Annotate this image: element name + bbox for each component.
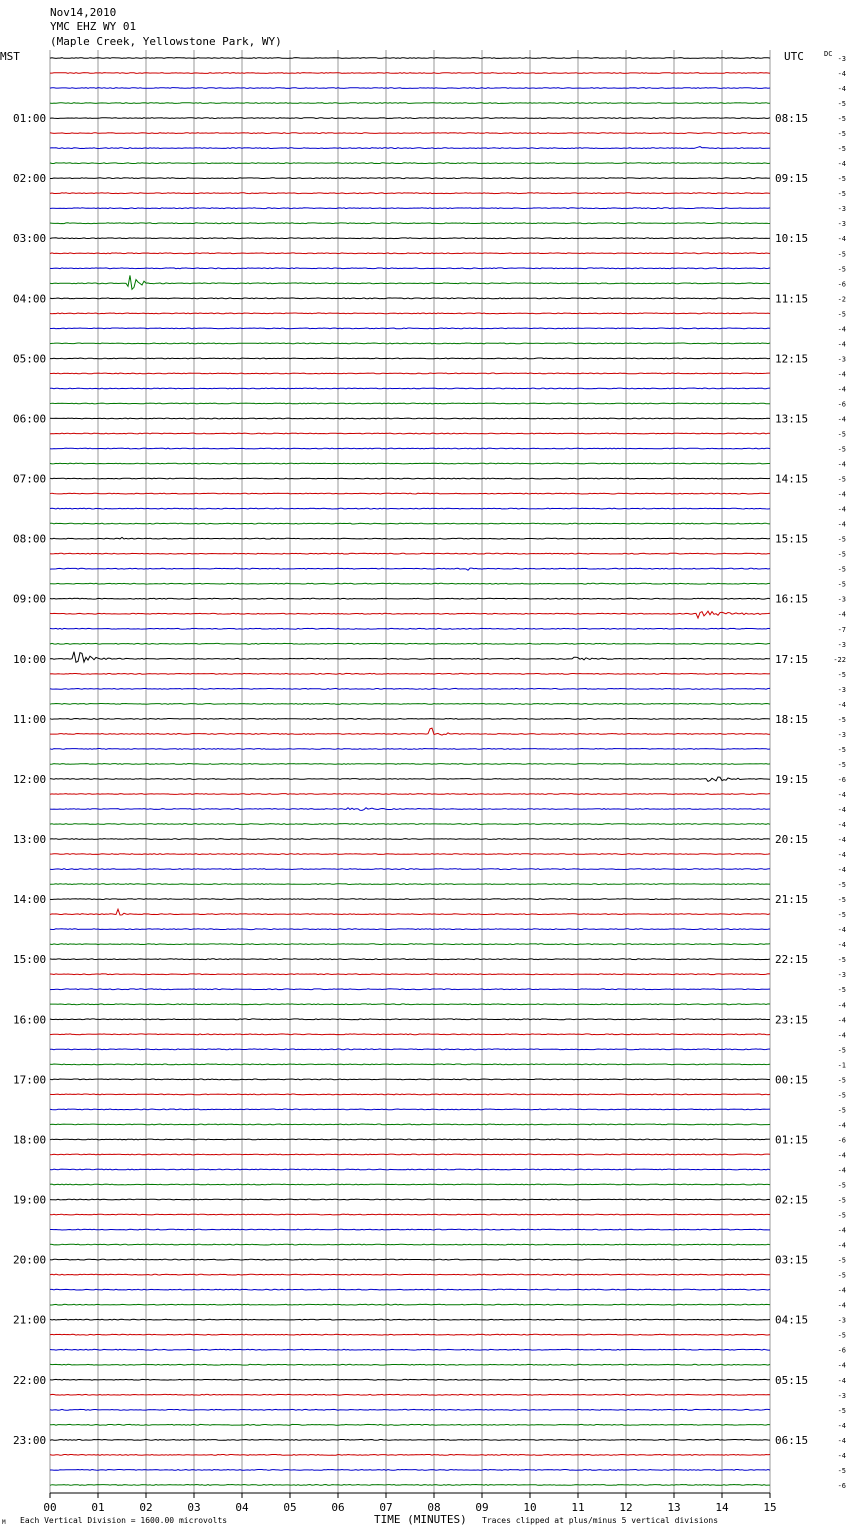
mst-hour-label-11: 12:00 <box>13 772 47 786</box>
x-axis <box>43 1493 776 1514</box>
trace-line-58 <box>50 929 770 930</box>
trace-line-70 <box>50 1109 770 1110</box>
x-tick-label-0: 00 <box>43 1501 57 1514</box>
mst-hour-label-22: 23:00 <box>13 1433 47 1447</box>
utc-hour-label-21: 05:15 <box>775 1373 809 1387</box>
x-tick-label-11: 11 <box>571 1501 585 1514</box>
header-date: Nov14,2010 <box>50 6 117 19</box>
dc-offset-36: -3 <box>837 595 846 604</box>
x-tick-label-1: 01 <box>91 1501 105 1514</box>
trace-line-65 <box>50 1034 770 1035</box>
dc-offset-92: -4 <box>837 1436 846 1445</box>
x-tick-label-6: 06 <box>331 1501 345 1514</box>
x-tick-label-7: 07 <box>379 1501 393 1514</box>
dc-offset-14: -5 <box>837 265 846 274</box>
dc-offset-22: -4 <box>837 385 846 394</box>
dc-offset-40: -22 <box>833 655 846 664</box>
dc-offset-65: -4 <box>837 1031 846 1040</box>
trace-line-41 <box>50 673 770 674</box>
dc-offset-90: -5 <box>837 1406 846 1415</box>
dc-offset-72: -6 <box>837 1136 846 1145</box>
mst-hour-label-16: 17:00 <box>13 1073 47 1087</box>
trace-line-83 <box>50 1304 770 1305</box>
dc-offset-3: -5 <box>837 100 846 109</box>
dc-offset-21: -4 <box>837 370 846 379</box>
trace-line-27 <box>50 463 770 464</box>
trace-line-77 <box>50 1214 770 1215</box>
trace-line-79 <box>50 1244 770 1245</box>
dc-offset-69: -5 <box>837 1091 846 1100</box>
trace-line-67 <box>50 1064 770 1065</box>
trace-line-1 <box>50 73 770 74</box>
dc-offset-95: -6 <box>837 1481 846 1490</box>
trace-line-40 <box>50 652 770 663</box>
dc-offset-24: -4 <box>837 415 846 424</box>
trace-line-48 <box>50 777 770 781</box>
dc-offset-50: -4 <box>837 806 846 814</box>
dc-offset-93: -4 <box>837 1451 846 1460</box>
trace-line-84 <box>50 1319 770 1320</box>
trace-line-66 <box>50 1049 770 1050</box>
dc-offset-8: -5 <box>837 175 846 184</box>
trace-line-22 <box>50 388 770 389</box>
utc-hour-label-19: 03:15 <box>775 1253 809 1267</box>
mst-hour-label-14: 15:00 <box>13 953 47 967</box>
dc-offset-86: -6 <box>837 1346 846 1355</box>
trace-line-59 <box>50 944 770 945</box>
trace-line-47 <box>50 764 770 765</box>
trace-line-93 <box>50 1455 770 1456</box>
trace-line-73 <box>50 1154 770 1155</box>
mst-hour-label-6: 07:00 <box>13 472 47 486</box>
dc-offset-78: -4 <box>837 1226 846 1235</box>
right-timezone-label: UTC <box>784 50 804 63</box>
x-tick-label-4: 04 <box>235 1501 249 1514</box>
trace-line-11 <box>50 223 770 224</box>
utc-hour-label-15: 23:15 <box>775 1013 809 1027</box>
dc-offset-38: -7 <box>837 625 846 634</box>
dc-offset-9: -5 <box>837 190 846 199</box>
dc-offset-32: -5 <box>837 535 846 544</box>
trace-line-92 <box>50 1439 770 1440</box>
trace-line-51 <box>50 824 770 825</box>
dc-offset-17: -5 <box>837 310 846 319</box>
trace-line-62 <box>50 989 770 990</box>
dc-offset-39: -3 <box>837 640 846 649</box>
trace-line-6 <box>50 147 770 149</box>
trace-line-56 <box>50 899 770 900</box>
dc-offset-12: -4 <box>837 235 846 244</box>
trace-line-72 <box>50 1139 770 1140</box>
mst-hour-label-21: 22:00 <box>13 1373 47 1387</box>
mst-hour-label-5: 06:00 <box>13 412 47 426</box>
trace-line-85 <box>50 1334 770 1335</box>
utc-hour-label-16: 00:15 <box>775 1073 809 1087</box>
trace-line-81 <box>50 1274 770 1275</box>
trace-group <box>50 58 770 1486</box>
dc-offset-73: -4 <box>837 1151 846 1160</box>
trace-line-34 <box>50 568 770 570</box>
dc-offset-53: -4 <box>837 851 846 860</box>
trace-line-45 <box>50 728 770 735</box>
clip-note: Traces clipped at plus/minus 5 vertical divisions <box>482 1516 719 1525</box>
mst-hour-label-10: 11:00 <box>13 712 47 726</box>
trace-line-8 <box>50 178 770 179</box>
trace-line-53 <box>50 854 770 855</box>
dc-offset-2: -4 <box>837 85 846 94</box>
trace-line-2 <box>50 88 770 89</box>
trace-line-69 <box>50 1094 770 1095</box>
dc-offset-80: -5 <box>837 1256 846 1265</box>
trace-line-29 <box>50 493 770 494</box>
dc-offset-23: -6 <box>837 400 846 409</box>
utc-hour-label-14: 22:15 <box>775 953 809 967</box>
dc-offset-6: -5 <box>837 145 846 154</box>
utc-hour-label-2: 10:15 <box>775 232 809 246</box>
dc-offset-83: -4 <box>837 1301 846 1310</box>
trace-line-4 <box>50 118 770 119</box>
dc-offset-87: -4 <box>837 1361 846 1370</box>
mst-hour-label-3: 04:00 <box>13 292 47 306</box>
x-tick-label-8: 08 <box>427 1501 441 1514</box>
trace-line-3 <box>50 103 770 104</box>
trace-line-28 <box>50 478 770 479</box>
dc-offset-13: -5 <box>837 250 846 259</box>
trace-line-24 <box>50 418 770 419</box>
trace-line-87 <box>50 1364 770 1365</box>
trace-line-54 <box>50 869 770 870</box>
dc-offset-56: -5 <box>837 896 846 905</box>
trace-line-86 <box>50 1349 770 1350</box>
dc-offset-29: -4 <box>837 490 846 499</box>
trace-line-71 <box>50 1124 770 1125</box>
trace-line-7 <box>50 163 770 164</box>
trace-line-13 <box>50 253 770 254</box>
trace-line-90 <box>50 1409 770 1410</box>
dc-offset-41: -5 <box>837 670 846 679</box>
dc-offset-26: -5 <box>837 445 846 454</box>
trace-line-5 <box>50 133 770 134</box>
trace-line-16 <box>50 298 770 299</box>
mst-hour-label-2: 03:00 <box>13 232 47 246</box>
dc-offset-11: -3 <box>837 220 846 229</box>
dc-offset-28: -5 <box>837 475 846 484</box>
utc-hour-label-6: 14:15 <box>775 472 809 486</box>
utc-hour-label-17: 01:15 <box>775 1133 809 1147</box>
trace-line-36 <box>50 598 770 599</box>
dc-offset-57: -5 <box>837 911 846 920</box>
footer-mark: M <box>2 1519 6 1526</box>
dc-label: DC <box>824 50 833 58</box>
mst-hour-label-1: 02:00 <box>13 172 47 186</box>
utc-hour-label-18: 02:15 <box>775 1193 809 1207</box>
trace-line-30 <box>50 508 770 509</box>
dc-offset-68: -5 <box>837 1076 846 1085</box>
trace-line-32 <box>50 537 770 539</box>
trace-line-80 <box>50 1259 770 1260</box>
trace-line-55 <box>50 884 770 885</box>
utc-hour-label-20: 04:15 <box>775 1313 809 1327</box>
utc-hour-label-4: 12:15 <box>775 352 809 366</box>
utc-hour-label-22: 06:15 <box>775 1433 809 1447</box>
trace-line-94 <box>50 1470 770 1471</box>
dc-offset-18: -4 <box>837 325 846 334</box>
x-tick-label-10: 10 <box>523 1501 537 1514</box>
trace-line-25 <box>50 433 770 434</box>
trace-line-35 <box>50 583 770 584</box>
trace-line-18 <box>50 328 770 329</box>
dc-offset-64: -4 <box>837 1016 846 1025</box>
utc-hour-label-13: 21:15 <box>775 893 809 907</box>
trace-line-78 <box>50 1229 770 1230</box>
dc-offset-labels <box>833 55 846 1490</box>
x-tick-label-9: 09 <box>475 1501 489 1514</box>
dc-offset-1: -4 <box>837 70 846 79</box>
trace-line-76 <box>50 1199 770 1200</box>
dc-offset-15: -6 <box>837 280 846 289</box>
trace-line-15 <box>50 275 770 289</box>
mst-hour-label-19: 20:00 <box>13 1253 47 1267</box>
mst-hour-label-13: 14:00 <box>13 893 47 907</box>
trace-line-9 <box>50 193 770 194</box>
trace-line-33 <box>50 553 770 554</box>
dc-offset-70: -5 <box>837 1106 846 1115</box>
utc-hour-label-8: 16:15 <box>775 592 809 606</box>
mst-hour-label-15: 16:00 <box>13 1013 47 1027</box>
dc-offset-46: -5 <box>837 745 846 754</box>
utc-hour-label-11: 19:15 <box>775 772 809 786</box>
mst-hour-label-17: 18:00 <box>13 1133 47 1147</box>
dc-offset-58: -4 <box>837 926 846 935</box>
dc-offset-91: -4 <box>837 1421 846 1430</box>
x-tick-label-5: 05 <box>283 1501 297 1514</box>
division-note: Each Vertical Division = 1600.00 microvolts <box>20 1516 228 1525</box>
trace-line-38 <box>50 628 770 629</box>
mst-hour-label-18: 19:00 <box>13 1193 47 1207</box>
x-tick-label-13: 13 <box>667 1501 681 1514</box>
dc-offset-34: -5 <box>837 565 846 574</box>
trace-line-50 <box>50 808 770 811</box>
x-tick-label-15: 15 <box>763 1501 777 1514</box>
utc-hour-label-5: 13:15 <box>775 412 809 426</box>
time-grid <box>50 50 770 1493</box>
dc-offset-7: -4 <box>837 160 846 169</box>
trace-line-82 <box>50 1289 770 1290</box>
utc-hour-label-9: 17:15 <box>775 652 809 666</box>
dc-offset-43: -4 <box>837 700 846 709</box>
dc-offset-44: -5 <box>837 715 846 724</box>
trace-line-61 <box>50 974 770 975</box>
dc-offset-30: -4 <box>837 505 846 514</box>
dc-offset-52: -4 <box>837 836 846 845</box>
trace-line-46 <box>50 749 770 750</box>
dc-offset-66: -5 <box>837 1046 846 1055</box>
x-tick-label-2: 02 <box>139 1501 153 1514</box>
dc-offset-74: -4 <box>837 1166 846 1175</box>
mst-hour-label-4: 05:00 <box>13 352 47 366</box>
dc-offset-5: -5 <box>837 130 846 139</box>
trace-line-23 <box>50 403 770 404</box>
mst-hour-label-20: 21:00 <box>13 1313 47 1327</box>
dc-offset-51: -4 <box>837 821 846 830</box>
x-tick-label-14: 14 <box>715 1501 729 1514</box>
dc-offset-62: -5 <box>837 986 846 995</box>
dc-offset-42: -3 <box>837 685 846 694</box>
trace-line-10 <box>50 208 770 209</box>
trace-line-60 <box>50 959 770 960</box>
trace-line-74 <box>50 1169 770 1170</box>
trace-line-19 <box>50 343 770 344</box>
header-location: (Maple Creek, Yellowstone Park, WY) <box>50 35 282 48</box>
trace-line-26 <box>50 448 770 449</box>
trace-line-95 <box>50 1485 770 1486</box>
dc-offset-37: -4 <box>837 610 846 619</box>
mst-hour-label-12: 13:00 <box>13 833 47 847</box>
dc-offset-76: -5 <box>837 1196 846 1205</box>
dc-offset-47: -5 <box>837 760 846 769</box>
dc-offset-55: -5 <box>837 881 846 890</box>
dc-offset-16: -2 <box>837 295 846 304</box>
trace-line-0 <box>50 58 770 59</box>
x-axis-title: TIME (MINUTES) <box>374 1513 467 1526</box>
dc-offset-54: -4 <box>837 866 846 875</box>
trace-line-75 <box>50 1184 770 1185</box>
trace-line-21 <box>50 373 770 374</box>
dc-offset-85: -5 <box>837 1331 846 1340</box>
dc-offset-89: -3 <box>837 1391 846 1400</box>
utc-hour-label-3: 11:15 <box>775 292 809 306</box>
dc-offset-48: -6 <box>837 775 846 784</box>
trace-line-49 <box>50 794 770 795</box>
trace-line-64 <box>50 1019 770 1020</box>
mst-hour-label-9: 10:00 <box>13 652 47 666</box>
dc-offset-59: -4 <box>837 941 846 950</box>
trace-line-44 <box>50 719 770 720</box>
dc-offset-88: -4 <box>837 1376 846 1385</box>
mst-hour-label-7: 08:00 <box>13 532 47 546</box>
dc-offset-20: -3 <box>837 355 846 364</box>
trace-line-39 <box>50 643 770 644</box>
utc-hour-label-7: 15:15 <box>775 532 809 546</box>
dc-offset-10: -3 <box>837 205 846 214</box>
trace-line-12 <box>50 238 770 239</box>
dc-offset-81: -5 <box>837 1271 846 1280</box>
dc-offset-31: -4 <box>837 520 846 529</box>
utc-hour-label-0: 08:15 <box>775 112 809 126</box>
dc-offset-49: -4 <box>837 790 846 799</box>
trace-line-17 <box>50 313 770 314</box>
dc-offset-35: -5 <box>837 580 846 589</box>
trace-line-42 <box>50 688 770 689</box>
trace-line-63 <box>50 1004 770 1005</box>
utc-hour-label-10: 18:15 <box>775 712 809 726</box>
dc-offset-25: -5 <box>837 430 846 439</box>
dc-offset-71: -4 <box>837 1121 846 1130</box>
dc-offset-45: -3 <box>837 730 846 739</box>
trace-line-14 <box>50 268 770 269</box>
trace-line-89 <box>50 1394 770 1395</box>
trace-line-52 <box>50 839 770 840</box>
utc-hour-label-12: 20:15 <box>775 833 809 847</box>
x-tick-label-12: 12 <box>619 1501 633 1514</box>
x-tick-label-3: 03 <box>187 1501 201 1514</box>
utc-hour-label-1: 09:15 <box>775 172 809 186</box>
trace-line-20 <box>50 358 770 359</box>
dc-offset-82: -4 <box>837 1286 846 1295</box>
dc-offset-77: -5 <box>837 1211 846 1220</box>
dc-offset-33: -5 <box>837 550 846 559</box>
dc-offset-75: -5 <box>837 1181 846 1190</box>
dc-offset-63: -4 <box>837 1001 846 1010</box>
trace-line-68 <box>50 1079 770 1080</box>
dc-offset-94: -5 <box>837 1466 846 1475</box>
dc-offset-4: -5 <box>837 115 846 124</box>
dc-offset-27: -4 <box>837 460 846 469</box>
trace-line-91 <box>50 1424 770 1425</box>
dc-offset-60: -5 <box>837 956 846 965</box>
dc-offset-61: -3 <box>837 971 846 980</box>
header-station: YMC EHZ WY 01 <box>50 20 137 33</box>
trace-line-37 <box>50 611 770 618</box>
trace-line-88 <box>50 1379 770 1380</box>
dc-offset-67: -1 <box>837 1061 846 1070</box>
dc-offset-84: -3 <box>837 1316 846 1325</box>
dc-offset-19: -4 <box>837 340 846 349</box>
left-timezone-label: MST <box>0 50 20 63</box>
dc-offset-79: -4 <box>837 1241 846 1250</box>
trace-line-43 <box>50 704 770 705</box>
dc-offset-0: -3 <box>837 55 846 63</box>
mst-hour-label-8: 09:00 <box>13 592 47 606</box>
trace-line-57 <box>50 909 770 915</box>
trace-line-31 <box>50 523 770 524</box>
mst-hour-label-0: 01:00 <box>13 112 47 126</box>
